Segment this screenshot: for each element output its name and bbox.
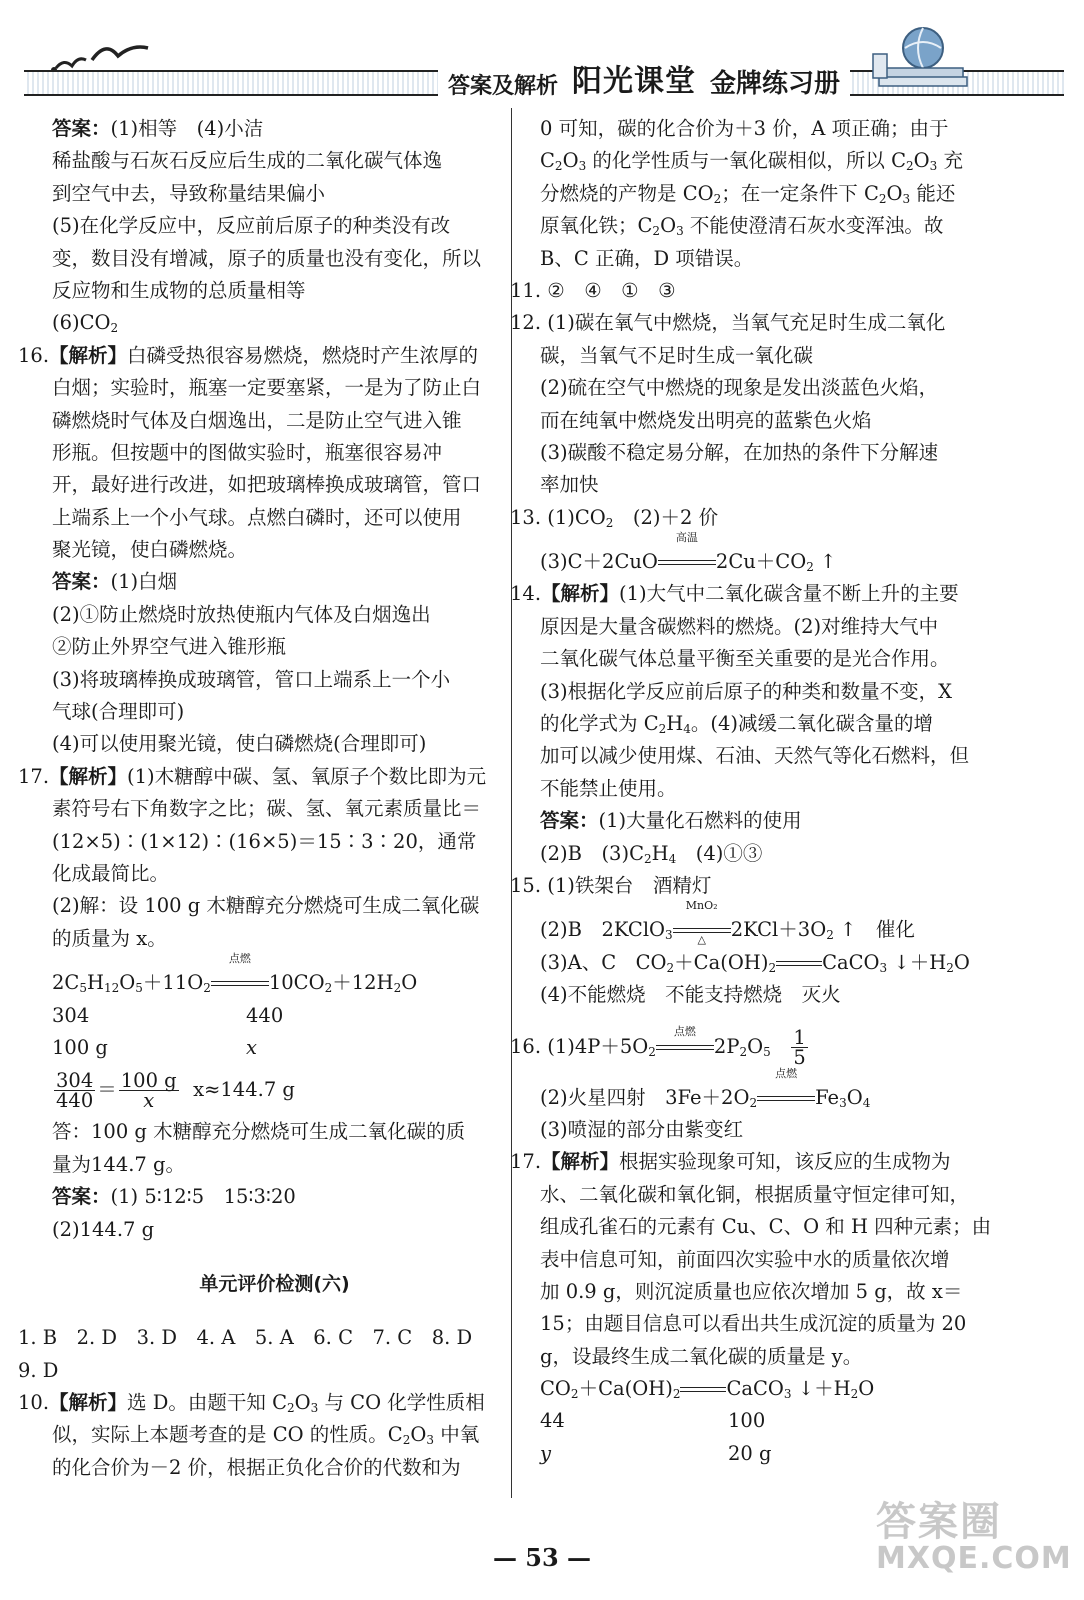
page-number: — 53 —	[492, 1543, 592, 1572]
text-line: (2)硫在空气中燃烧的现象是发出淡蓝色火焰，	[540, 376, 939, 400]
reaction-condition: 高温	[658, 546, 716, 578]
text-line: 化成最简比。	[52, 861, 170, 885]
page-header	[0, 0, 1084, 112]
text-line: 白烟；实验时，瓶塞一定要塞紧，一是为了防止白	[52, 376, 482, 400]
equation-kclo3: (2)B 2KClO$_3$ MnO₂ △ $2KCl+3O_2$ ↑ 催化	[540, 899, 915, 947]
ratio-row: 304 440	[52, 1003, 284, 1027]
answer-label: 答案：	[540, 809, 599, 833]
watermark: 答案圈 MXQE.COM	[876, 1499, 1072, 1576]
right-column	[510, 113, 992, 1470]
text-line: 答案：(1) 5∶12∶5 15∶3∶20	[52, 1185, 296, 1209]
equation-copper: (3)C＋2CuO 高温 $2Cu+CO_2$ ↑	[540, 546, 980, 578]
analysis-label: 【解析】	[49, 764, 128, 788]
answer-text: (1)相等 (4)小洁	[110, 117, 264, 140]
text-line: $C_2O_3$ 的化学性质与一氧化碳相似，所以 $C_2O_3$ 充	[540, 149, 964, 174]
text-line: 原氧化铁；$C_2O_3$ 不能使澄清石灰水变浑浊。故	[540, 214, 944, 239]
text-line: 形瓶。但按题中的图做实验时，瓶塞很容易冲	[52, 440, 443, 464]
reaction-condition: 点燃	[211, 967, 269, 999]
text-line: 答：100 g 木糖醇充分燃烧可生成二氧化碳的质	[52, 1120, 466, 1144]
text-line: 的化合价为－2 价，根据正负化合价的代数和为	[52, 1455, 461, 1479]
question-16: 16.【解析】白磷受热很容易燃烧，燃烧时产生浓厚的	[18, 343, 479, 367]
text-line: 水、二氧化碳和氧化铜，根据质量守恒定律可知，	[540, 1182, 970, 1206]
question-11: 11. ② ④ ① ③	[510, 278, 676, 302]
reaction-condition: MnO₂ △	[673, 914, 731, 946]
text-line: (4)不能燃烧 不能支持燃烧 灭火	[540, 983, 841, 1007]
ratio-row: y 20 g	[540, 1441, 772, 1465]
text-line: 反应物和生成物的总质量相等	[52, 278, 306, 302]
section-title: 单元评价检测(六)	[199, 1272, 350, 1295]
text-line	[52, 113, 497, 145]
analysis-label: 【解析】	[49, 1391, 128, 1415]
answer-label: 答案：	[52, 570, 111, 594]
text-line: 15；由题目信息可以看出共生成沉淀的质量为 20	[540, 1312, 967, 1336]
text-line: 加 0.9 g，则沉淀质量也应依次增加 5 g，故 x＝	[540, 1279, 963, 1303]
text-line: 似，实际上本题考查的是 CO 的性质。$C_2O_3$ 中氧	[52, 1423, 480, 1448]
text-line: 聚光镜，使白磷燃烧。	[52, 538, 248, 562]
text-line: (3)碳酸不稳定易分解，在加热的条件下分解速	[540, 440, 939, 464]
text-line: 率加快	[540, 473, 599, 497]
text-line: 分燃烧的产物是 $CO_2$；在一定条件下 $C_2O_3$ 能还	[540, 181, 956, 206]
text-line: 磷燃烧时气体及白烟逸出，二是防止空气进入锥	[52, 408, 462, 432]
text-line: (2)144.7 g	[52, 1217, 155, 1241]
globe-books-icon	[865, 14, 975, 94]
text-line: 开，最好进行改进，如把玻璃棒换成玻璃管，管口	[52, 473, 482, 497]
text-line: (5)在化学反应中，反应前后原子的种类没有改	[52, 214, 451, 238]
answer-label: 答案：	[52, 1185, 111, 1209]
mc-answers: 9. D	[18, 1358, 59, 1382]
text-line: 素符号右下角数字之比；碳、氢、氧元素质量比＝	[52, 797, 482, 821]
equation-xylitol: $2C_5H_{12}O_5+11O_2$ 点燃 $10CO_2+12H_2O$	[52, 967, 497, 999]
text-line: (4)可以使用聚光镜，使白磷燃烧(合理即可)	[52, 732, 427, 756]
text-line: 到空气中去，导致称量结果偏小	[52, 181, 326, 205]
mc-answers: 1. B 2. D 3. D 4. A 5. A 6. C 7. C 8. D	[18, 1326, 473, 1350]
text-line: 而在纯氧中燃烧发出明亮的蓝紫色火焰	[540, 408, 872, 432]
text-line: 量为144.7 g。	[52, 1152, 186, 1176]
text-line: 稀盐酸与石灰石反应后生成的二氧化碳气体逸	[52, 149, 443, 173]
text-line: (2)解：设 100 g 木糖醇充分燃烧可生成二氧化碳	[52, 894, 480, 918]
text-line: (2)B $(3)C_2H_4$ (4)①③	[540, 841, 763, 866]
text-line: 加可以减少使用煤、石油、天然气等化石燃料，但	[540, 744, 970, 768]
left-column	[18, 113, 497, 1484]
question-13: 13. $(1)CO_2$ (2)＋2 价	[510, 505, 719, 530]
text-line: (3)喷湿的部分由紫变红	[540, 1117, 744, 1141]
text-line: (3)根据化学反应前后原子的种类和数量不变，X	[540, 679, 953, 703]
ratio-row: 100 g x	[52, 1035, 257, 1059]
text-line: 原因是大量含碳燃料的燃烧。(2)对维持大气中	[540, 614, 939, 638]
equation-iron: (2)火星四射 $3Fe+2O_2$ 点燃 $Fe_3O_4$	[540, 1082, 980, 1114]
header-brand: 阳光课堂	[572, 64, 697, 99]
text-line: 上端系上一个小气球。点燃白磷时，还可以使用	[52, 505, 462, 529]
header-label: 答案及解析	[448, 74, 559, 99]
ratio-row: 44 100	[540, 1409, 766, 1433]
text-line: 的化学式为 $C_2H_4$。(4)减缓二氧化碳含量的增	[540, 712, 934, 737]
text-line: B、C 正确，D 项错误。	[540, 246, 754, 270]
equals-sign	[680, 1373, 726, 1405]
text-line: $(6)CO_2$	[52, 311, 119, 336]
question-15: 15. (1)铁架台 酒精灯	[510, 873, 712, 897]
equals-sign	[776, 947, 822, 979]
header-title	[438, 56, 850, 102]
text-line: 碳，当氧气不足时生成一氧化碳	[540, 343, 814, 367]
header-book: 金牌练习册	[710, 69, 841, 99]
text-line: 变，数目没有增减，原子的质量也没有变化，所以	[52, 246, 482, 270]
text-line: (2)①防止燃烧时放热使瓶内气体及白烟逸出	[52, 602, 431, 626]
analysis-label: 【解析】	[49, 343, 128, 367]
equation-limewater: (3)A、C $CO_2+Ca(OH)_2$ CaCO$_3$ $↓+H_2O$	[540, 947, 980, 979]
text-line: 气球(合理即可)	[52, 700, 185, 724]
text-line: 0 可知，碳的化合价为＋3 价，A 项正确；由于	[540, 117, 949, 140]
proportion: $\frac{304}{440}$ ＝ $\frac{100 g}{x}$ x≈144.7 g	[56, 1069, 295, 1113]
question-10: 10.【解析】选 D。由题干知 $C_2O_3$ 与 CO 化学性质相	[18, 1391, 485, 1416]
reaction-condition: 点燃	[656, 1024, 714, 1070]
question-12: 12. (1)碳在氧气中燃烧，当氧气充足时生成二氧化	[510, 311, 946, 335]
text-line: (3)将玻璃棒换成玻璃管，管口上端系上一个小	[52, 667, 451, 691]
analysis-label: 【解析】	[541, 1150, 620, 1174]
question-17: 17.【解析】(1)木糖醇中碳、氢、氧原子个数比即为元	[18, 764, 487, 788]
analysis-label: 【解析】	[541, 582, 620, 606]
question-14: 14.【解析】(1)大气中二氧化碳含量不断上升的主要	[510, 582, 959, 606]
text-line: 答案：(1)大量化石燃料的使用	[540, 809, 802, 833]
text-line: g，设最终生成二氧化碳的质量是 y。	[540, 1344, 863, 1368]
reaction-condition: 点燃	[757, 1082, 815, 1114]
equation-limewater-2: $CO_2+Ca(OH)_2$ CaCO$_3$ $↓+H_2O$	[540, 1373, 980, 1405]
text-line: 答案：(1)白烟	[52, 570, 178, 594]
question-16: 16. $(1)4P+5O_2$ 点燃 $2P_2O_5$ $\frac{1}{5}$	[510, 1024, 806, 1069]
question-17: 17.【解析】根据实验现象可知，该反应的生成物为	[510, 1150, 951, 1174]
text-line: 的质量为 x。	[52, 926, 167, 950]
text-line: 不能禁止使用。	[540, 776, 677, 800]
answer-label: 答案：	[52, 117, 111, 140]
text-line: 表中信息可知，前面四次实验中水的质量依次增	[540, 1247, 950, 1271]
text-line: 二氧化碳气体总量平衡至关重要的是光合作用。	[540, 647, 950, 671]
text-line: (12×5)∶(1×12)∶(16×5)＝15∶3∶20，通常	[52, 829, 477, 853]
text-line: ②防止外界空气进入锥形瓶	[52, 635, 287, 659]
text-line: 组成孔雀石的元素有 Cu、C、O 和 H 四种元素；由	[540, 1215, 992, 1239]
